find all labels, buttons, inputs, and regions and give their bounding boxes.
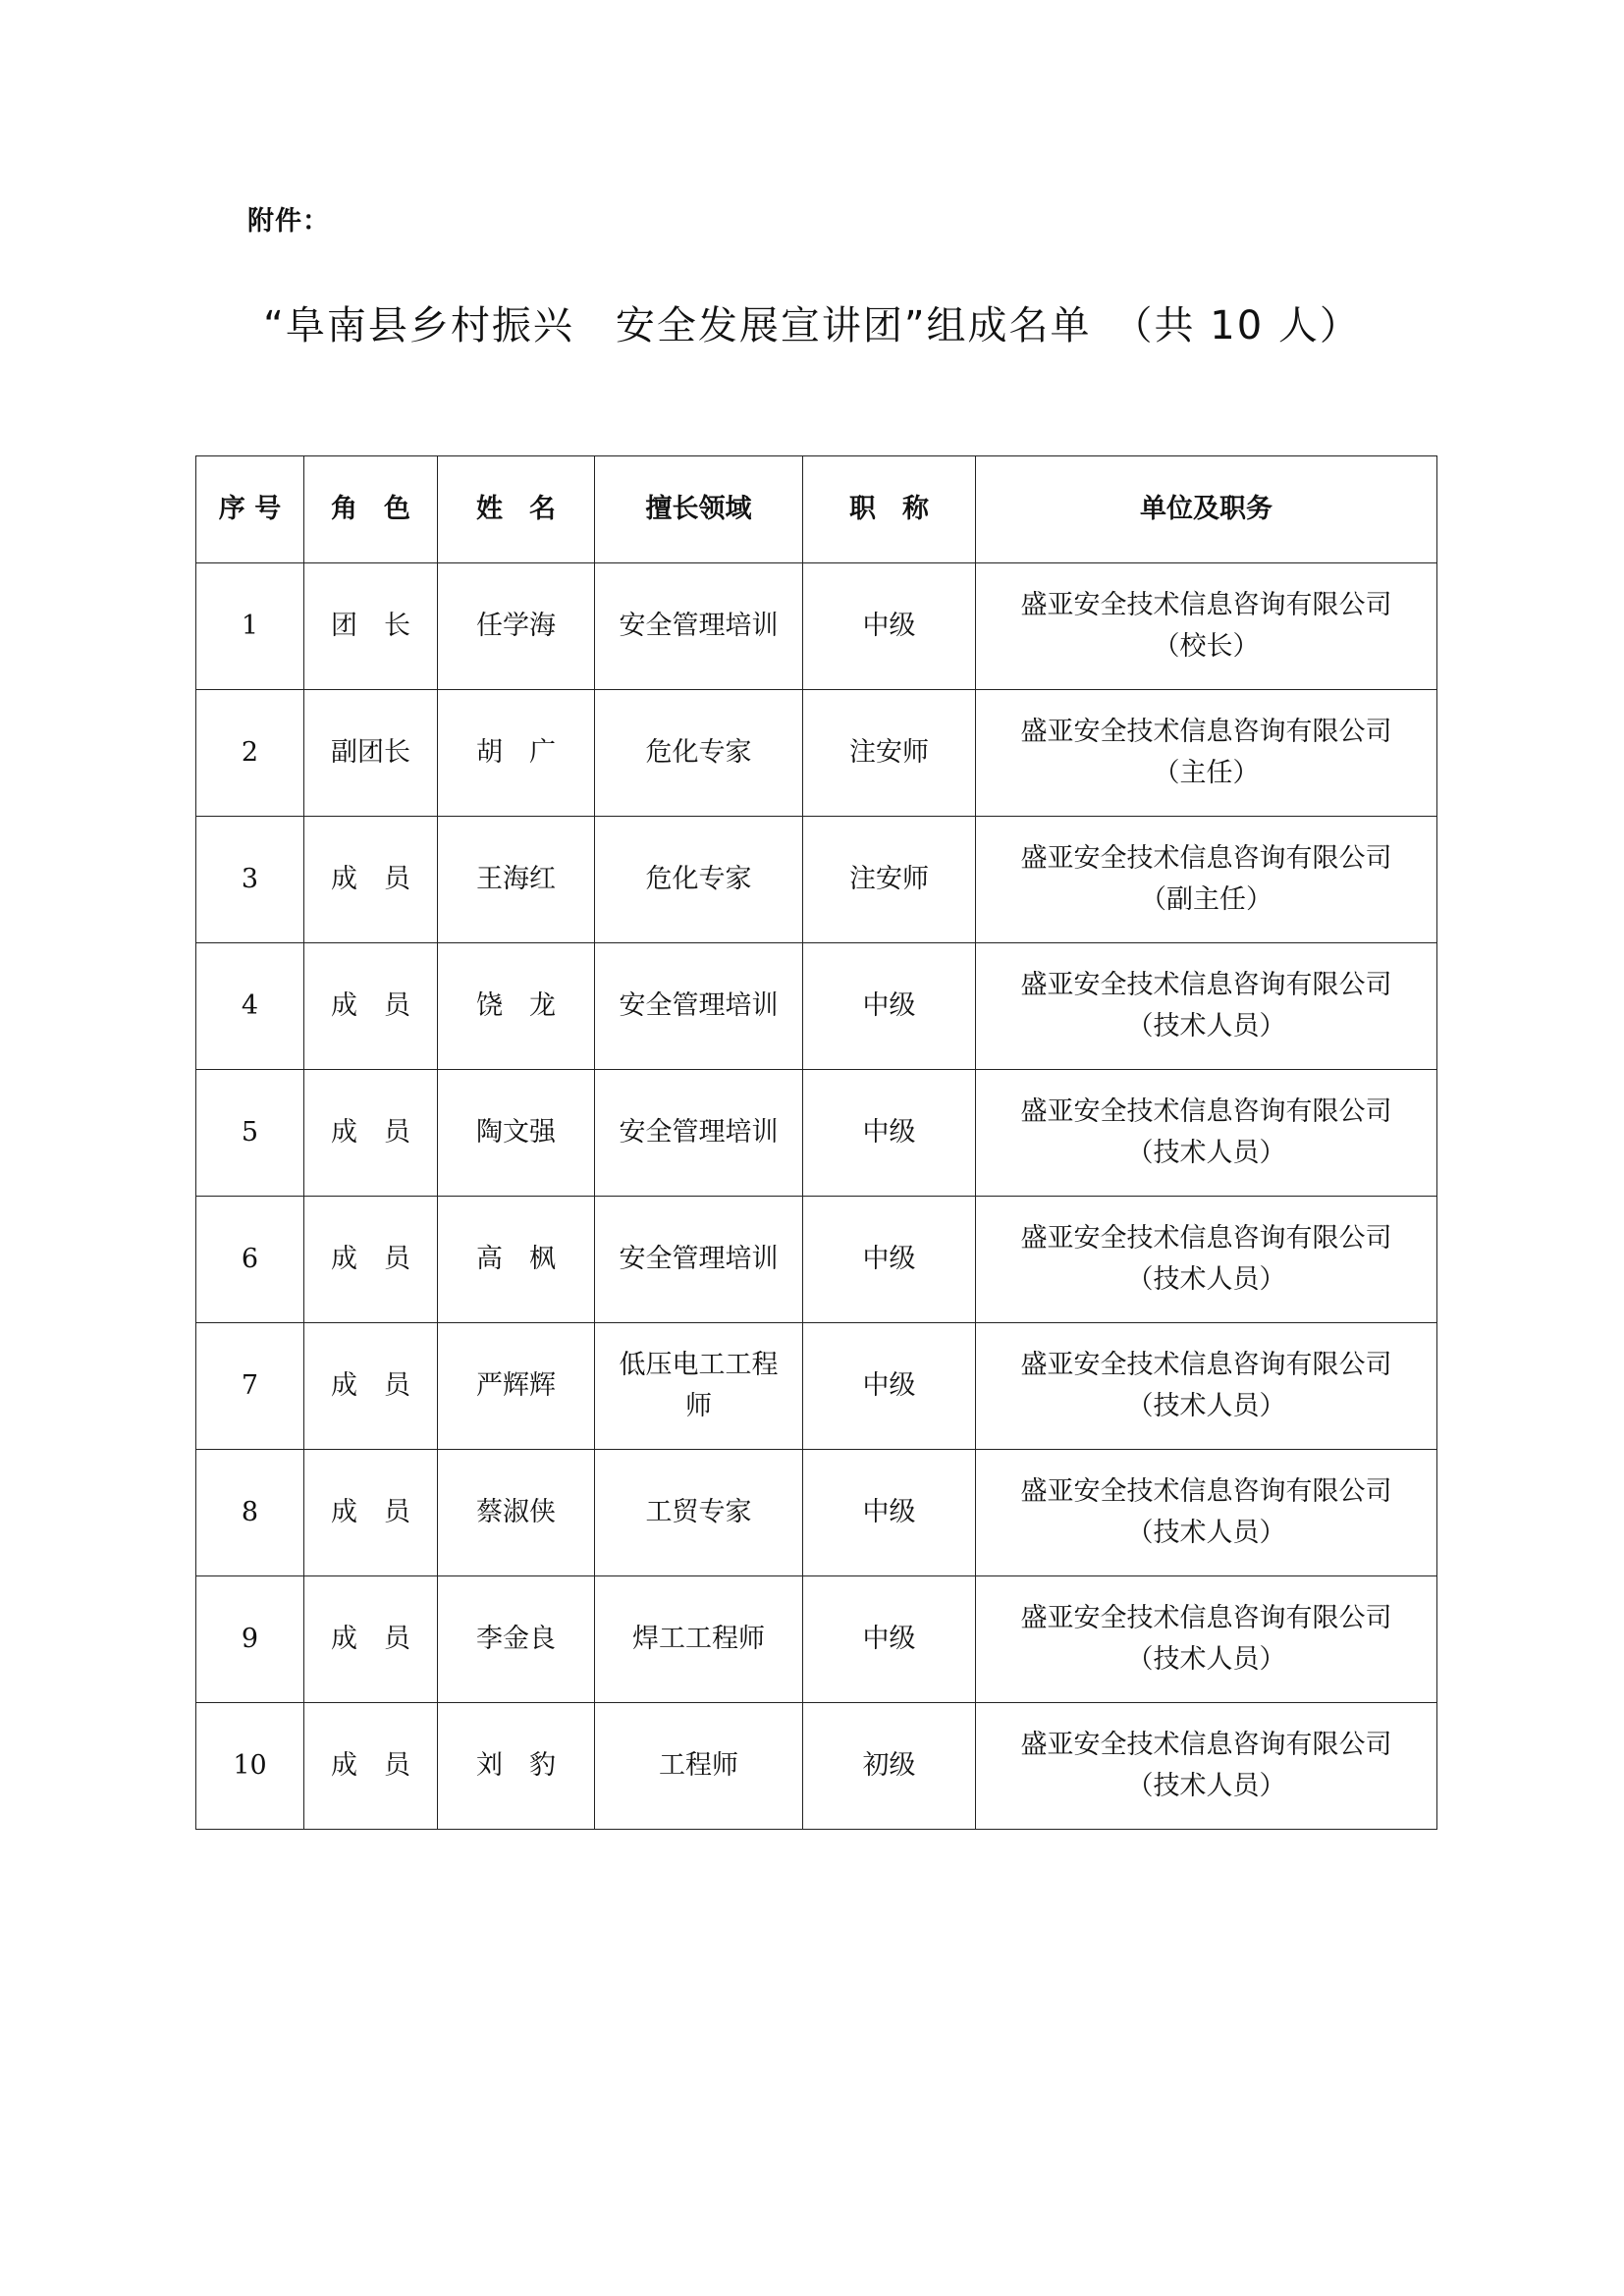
cell-unit-text: 盛亚安全技术信息咨询有限公司 — [1020, 843, 1392, 874]
cell-no — [196, 1323, 304, 1450]
cell-unit — [976, 1323, 1437, 1450]
cell-name-text: 刘 豹 — [476, 1750, 556, 1781]
cell-field-text: 安全管理培训 — [619, 1117, 779, 1148]
cell-field-text: 危化专家 — [645, 737, 752, 768]
cell-name — [438, 563, 595, 690]
cell-no-text: 9 — [241, 1624, 259, 1654]
cell-title — [803, 1197, 976, 1323]
cell-name — [438, 1703, 595, 1830]
cell-role-text: 成 员 — [331, 1370, 410, 1401]
table-row — [196, 1576, 1437, 1703]
cell-role — [304, 563, 438, 690]
cell-unit — [976, 690, 1437, 817]
cell-field-text: 危化专家 — [645, 864, 752, 894]
cell-name-text: 高 枫 — [476, 1244, 556, 1274]
table-row — [196, 943, 1437, 1070]
cell-name-text: 严辉辉 — [476, 1370, 556, 1401]
table-row — [196, 1323, 1437, 1450]
cell-role-text: 成 员 — [331, 864, 410, 894]
cell-name — [438, 943, 595, 1070]
cell-unit-text: （技术人员） — [1126, 1644, 1286, 1675]
cell-title-text: 注安师 — [849, 737, 929, 768]
cell-no-text: 10 — [233, 1750, 267, 1781]
cell-name-text: 李金良 — [476, 1624, 556, 1654]
cell-no — [196, 1576, 304, 1703]
cell-title — [803, 1450, 976, 1576]
cell-field-text: 安全管理培训 — [619, 611, 779, 641]
cell-name — [438, 690, 595, 817]
cell-unit — [976, 563, 1437, 690]
cell-name — [438, 1450, 595, 1576]
cell-title — [803, 1323, 976, 1450]
table-row — [196, 690, 1437, 817]
cell-unit-text: （技术人员） — [1126, 1771, 1286, 1801]
attachment-label: 附件： — [247, 206, 330, 237]
cell-title-text: 中级 — [862, 1244, 916, 1274]
cell-role — [304, 1197, 438, 1323]
cell-role-text: 成 员 — [331, 1244, 410, 1274]
cell-title-text: 初级 — [862, 1750, 916, 1781]
cell-unit-text: （副主任） — [1140, 884, 1272, 915]
cell-role-text: 成 员 — [331, 1117, 410, 1148]
cell-role-text: 副团长 — [331, 737, 410, 768]
cell-title — [803, 817, 976, 943]
cell-no — [196, 1450, 304, 1576]
roster-table — [195, 455, 1437, 1830]
cell-field-text: 安全管理培训 — [619, 1244, 779, 1274]
cell-unit-text: （技术人员） — [1126, 1264, 1286, 1295]
cell-role — [304, 1576, 438, 1703]
cell-role — [304, 690, 438, 817]
cell-name — [438, 1070, 595, 1197]
cell-field — [595, 1576, 803, 1703]
cell-no-text: 7 — [241, 1370, 259, 1401]
column-header-unit: 单位及职务 — [976, 456, 1437, 563]
cell-unit-text: 盛亚安全技术信息咨询有限公司 — [1020, 1730, 1392, 1760]
cell-field-text: 工贸专家 — [645, 1497, 752, 1527]
cell-title-text: 中级 — [862, 1497, 916, 1527]
table-header-row — [196, 456, 1437, 563]
cell-role-text: 成 员 — [331, 1624, 410, 1654]
cell-field-text: 工程师 — [659, 1750, 738, 1781]
cell-role-text: 成 员 — [331, 1750, 410, 1781]
cell-field — [595, 1323, 803, 1450]
cell-name — [438, 817, 595, 943]
cell-name — [438, 1576, 595, 1703]
cell-no — [196, 1070, 304, 1197]
cell-field — [595, 1450, 803, 1576]
cell-field — [595, 690, 803, 817]
table-row — [196, 563, 1437, 690]
cell-title — [803, 943, 976, 1070]
cell-title — [803, 1703, 976, 1830]
table-row — [196, 817, 1437, 943]
cell-field — [595, 817, 803, 943]
cell-unit — [976, 1450, 1437, 1576]
cell-role — [304, 943, 438, 1070]
cell-unit-text: （技术人员） — [1126, 1518, 1286, 1548]
cell-role — [304, 1703, 438, 1830]
cell-field-text: 焊工工程师 — [632, 1624, 765, 1654]
column-header-no: 序 号 — [196, 456, 304, 563]
cell-field-text: 安全管理培训 — [619, 990, 779, 1021]
cell-unit-text: 盛亚安全技术信息咨询有限公司 — [1020, 1603, 1392, 1633]
cell-no — [196, 690, 304, 817]
cell-title-text: 中级 — [862, 1370, 916, 1401]
cell-unit — [976, 1703, 1437, 1830]
cell-unit-text: 盛亚安全技术信息咨询有限公司 — [1020, 717, 1392, 747]
column-header-title: 职 称 — [803, 456, 976, 563]
cell-field-text: 师 — [685, 1391, 712, 1421]
cell-name-text: 陶文强 — [476, 1117, 556, 1148]
cell-field — [595, 1197, 803, 1323]
column-header-field: 擅长领域 — [595, 456, 803, 563]
cell-unit-text: （校长） — [1153, 631, 1260, 662]
cell-title-text: 中级 — [862, 990, 916, 1021]
cell-unit — [976, 1576, 1437, 1703]
cell-no — [196, 1703, 304, 1830]
table-row — [196, 1450, 1437, 1576]
cell-unit-text: 盛亚安全技术信息咨询有限公司 — [1020, 1223, 1392, 1254]
cell-field — [595, 563, 803, 690]
cell-name — [438, 1323, 595, 1450]
cell-title-text: 中级 — [862, 611, 916, 641]
cell-no — [196, 943, 304, 1070]
cell-title-text: 注安师 — [849, 864, 929, 894]
cell-unit-text: （技术人员） — [1126, 1011, 1286, 1041]
cell-unit-text: 盛亚安全技术信息咨询有限公司 — [1020, 970, 1392, 1000]
cell-name-text: 王海红 — [476, 864, 556, 894]
cell-no — [196, 563, 304, 690]
cell-no-text: 8 — [241, 1497, 259, 1527]
cell-role-text: 成 员 — [331, 1497, 410, 1527]
cell-role — [304, 817, 438, 943]
column-header-role: 角 色 — [304, 456, 438, 563]
cell-unit-text: （主任） — [1153, 758, 1260, 788]
document-title: “阜南县乡村振兴 安全发展宣讲团”组成名单 （共 10 人） — [263, 303, 1361, 348]
table-row — [196, 1197, 1437, 1323]
cell-role — [304, 1450, 438, 1576]
cell-unit — [976, 943, 1437, 1070]
cell-unit-text: 盛亚安全技术信息咨询有限公司 — [1020, 1476, 1392, 1507]
cell-unit-text: （技术人员） — [1126, 1391, 1286, 1421]
cell-no-text: 4 — [241, 990, 259, 1021]
cell-unit-text: 盛亚安全技术信息咨询有限公司 — [1020, 1350, 1392, 1380]
cell-unit-text: （技术人员） — [1126, 1138, 1286, 1168]
cell-role — [304, 1070, 438, 1197]
cell-no — [196, 1197, 304, 1323]
cell-no-text: 1 — [241, 611, 259, 641]
cell-name-text: 任学海 — [476, 611, 556, 641]
cell-unit-text: 盛亚安全技术信息咨询有限公司 — [1020, 590, 1392, 620]
cell-unit-text: 盛亚安全技术信息咨询有限公司 — [1020, 1096, 1392, 1127]
cell-no-text: 5 — [241, 1117, 259, 1148]
cell-title — [803, 1576, 976, 1703]
cell-field — [595, 943, 803, 1070]
cell-name-text: 胡 广 — [476, 737, 556, 768]
column-header-name: 姓 名 — [438, 456, 595, 563]
cell-no-text: 3 — [241, 864, 259, 894]
cell-field — [595, 1070, 803, 1197]
cell-no — [196, 817, 304, 943]
cell-name-text: 饶 龙 — [476, 990, 556, 1021]
cell-name — [438, 1197, 595, 1323]
table-row — [196, 1070, 1437, 1197]
cell-role — [304, 1323, 438, 1450]
cell-title-text: 中级 — [862, 1624, 916, 1654]
cell-field — [595, 1703, 803, 1830]
cell-title — [803, 563, 976, 690]
cell-no-text: 2 — [241, 737, 259, 768]
table-row — [196, 1703, 1437, 1830]
cell-no-text: 6 — [241, 1244, 259, 1274]
cell-role-text: 成 员 — [331, 990, 410, 1021]
cell-unit — [976, 1197, 1437, 1323]
cell-title-text: 中级 — [862, 1117, 916, 1148]
cell-unit — [976, 1070, 1437, 1197]
cell-title — [803, 690, 976, 817]
cell-unit — [976, 817, 1437, 943]
cell-field-text: 低压电工工程 — [619, 1350, 779, 1380]
cell-role-text: 团 长 — [331, 611, 410, 641]
cell-name-text: 蔡淑侠 — [476, 1497, 556, 1527]
cell-title — [803, 1070, 976, 1197]
